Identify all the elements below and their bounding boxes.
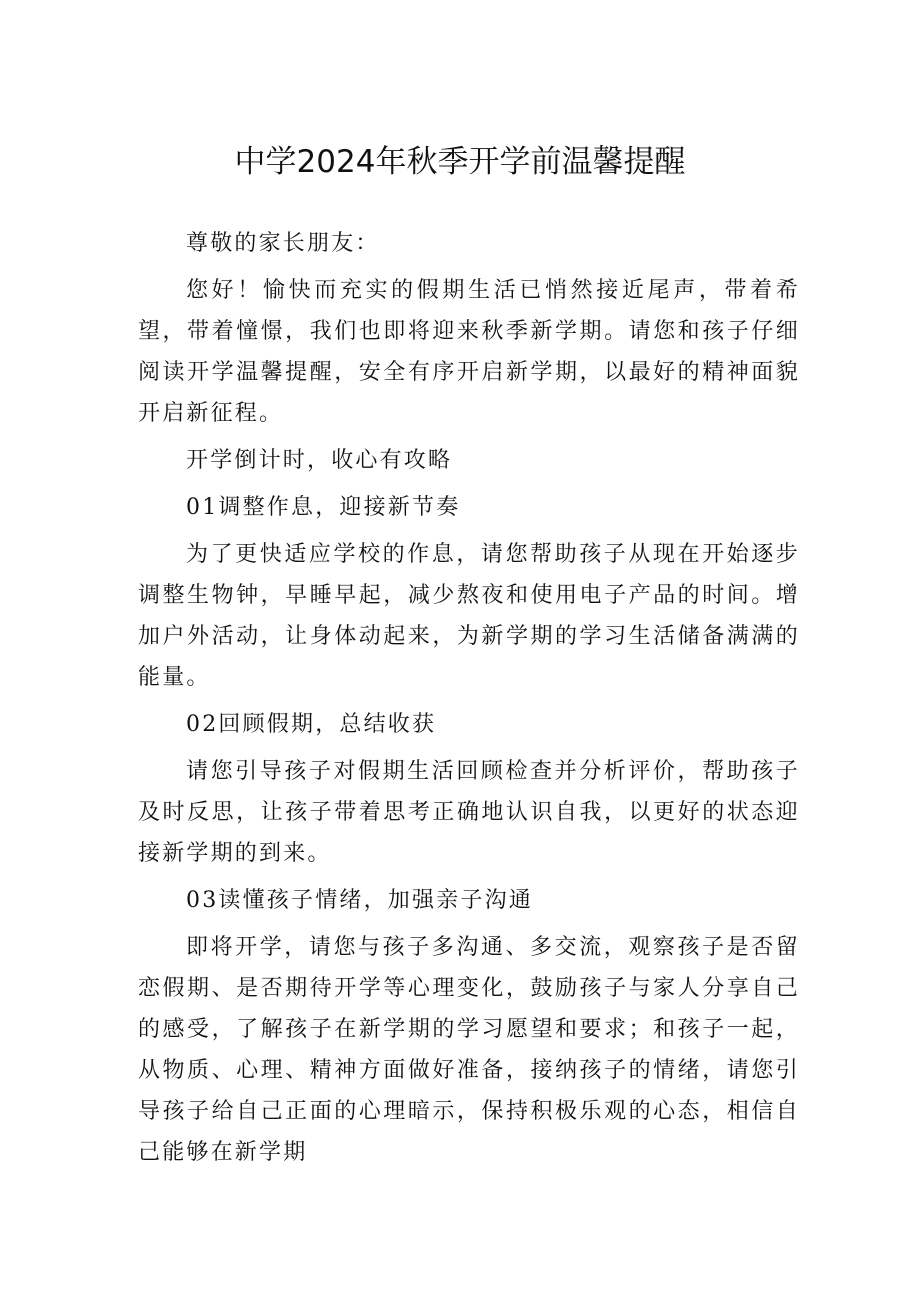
paragraph-02: 请您引导孩子对假期生活回顾检查并分析评价，帮助孩子及时反思，让孩子带着思考正确地认识自我，以更好的状态迎接新学期的到来。 [138,759,800,866]
section-heading: 开学倒计时，收心有攻略 [186,448,453,473]
document-body [138,223,800,1179]
subheading-03: 03读懂孩子情绪，加强亲子沟通 [186,888,533,913]
paragraph-01: 为了更快适应学校的作息，请您帮助孩子从现在开始逐步调整生物钟，早睡早起，减少熬夜和使用电子产品的时间。增加户外活动，让身体动起来，为新学期的学习生活储备满满的能量。 [138,542,800,690]
subheading-01: 01调整作息，迎接新节奏 [186,495,461,520]
document-title: 中学2024年秋季开学前温馨提醒 [234,144,686,180]
paragraph-03: 即将开学，请您与孩子多沟通、多交流，观察孩子是否留恋假期、是否期待开学等心理变化，鼓励孩子与家人分享自己的感受，了解孩子在新学期的学习愿望和要求；和孩子一起，从物质、心理、精神方面做好准备，接纳孩子的情绪，请您引导孩子给自己正面的心理暗示，保持积极乐观的心态，相信自己能够在新学期 [138,935,800,1165]
salutation: 尊敬的家长朋友： [186,231,380,256]
subheading-02: 02回顾假期，总结收获 [186,712,437,737]
greeting-paragraph: 您好！愉快而充实的假期生活已悄然接近尾声，带着希望，带着憧憬，我们也即将迎来秋季新学期。请您和孩子仔细阅读开学温馨提醒，安全有序开启新学期，以最好的精神面貌开启新征程。 [138,278,800,426]
